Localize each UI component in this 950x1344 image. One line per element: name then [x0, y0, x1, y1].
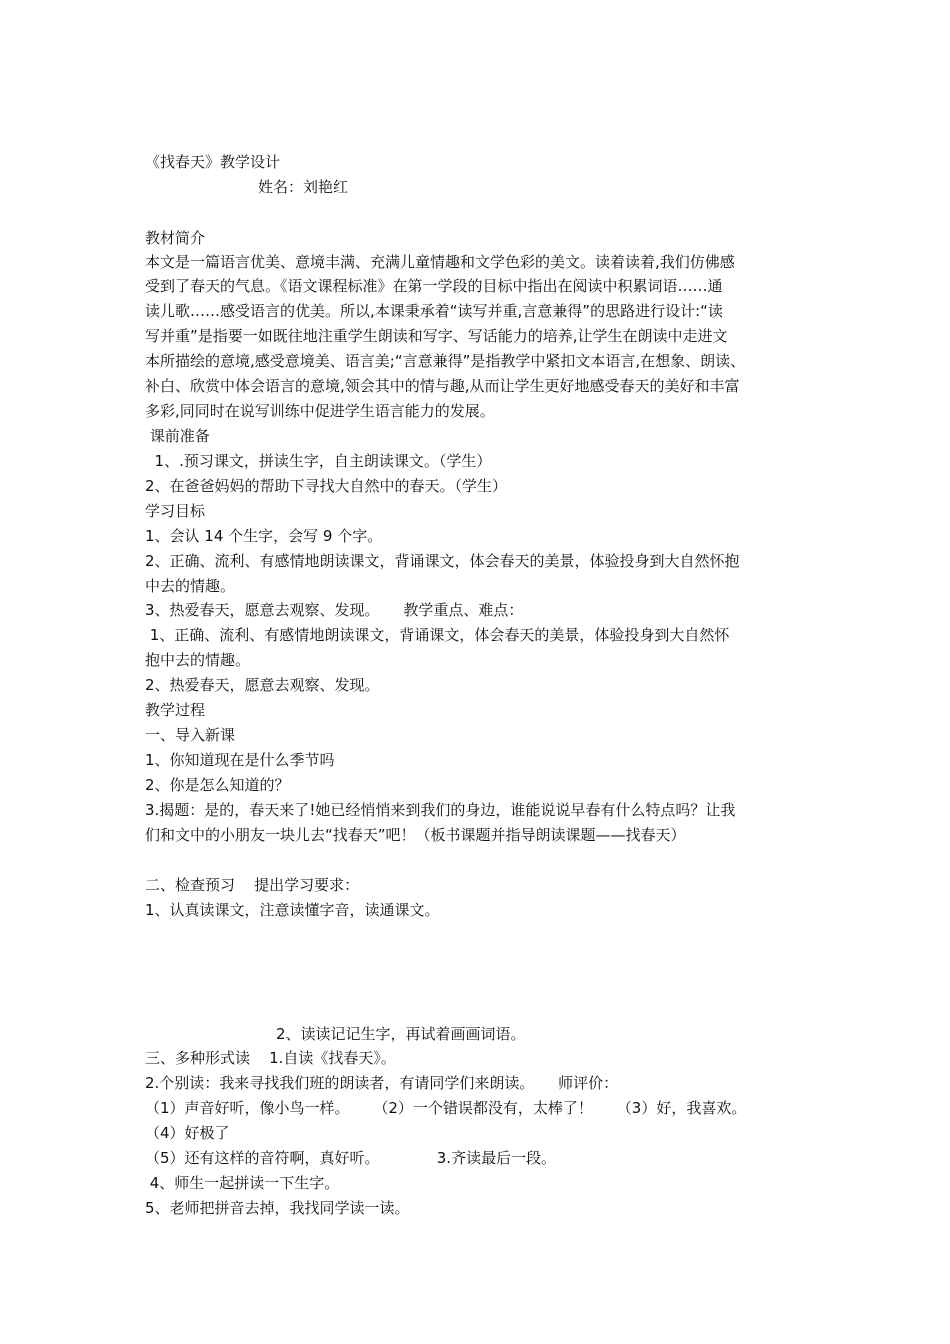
section1-line: 2、你是怎么知道的？ [145, 776, 290, 794]
section2-item: 2、读读记记生字，再试着画画词语。 [276, 1025, 526, 1043]
intro-line: 本所描绘的意境,感受意境美、语言美;“言意兼得”是指教学中紧扣文本语言,在想象、朗读、 [145, 352, 746, 370]
goals-line: 3、热爱春天，愿意去观察、发现。 教学重点、难点： [145, 601, 524, 619]
intro-line: 读儿歌……感受语言的优美。所以,本课秉承着“读写并重,言意兼得”的思路进行设计:“读 [145, 302, 723, 320]
prep-heading: 课前准备 [145, 427, 210, 445]
section2-line: 二、检查预习 提出学习要求： [145, 876, 360, 894]
section3-line: 5、老师把拼音去掉，我找同学读一读。 [145, 1199, 410, 1217]
section3-line: （5）还有这样的音符啊，真好听。 3.齐读最后一段。 [145, 1149, 557, 1167]
goals-line: 2、热爱春天，愿意去观察、发现。 [145, 676, 380, 694]
intro-line: 补白、欣赏中体会语言的意境,领会其中的情与趣,从而让学生更好地感受春天的美好和丰富 [145, 377, 740, 395]
section1-line: 一、导入新课 [145, 726, 236, 744]
process-heading: 教学过程 [145, 701, 206, 719]
intro-heading: 教材简介 [145, 229, 206, 247]
intro-line: 本文是一篇语言优美、意境丰满、充满儿童情趣和文学色彩的美文。读着读着,我们仿佛感 [145, 253, 735, 271]
intro-line: 写并重”是指要一如既往地注重学生朗读和写字、写话能力的培养,让学生在朗读中走进文 [145, 327, 728, 345]
goals-line: 抱中去的情趣。 [145, 651, 251, 669]
section1-line: 1、你知道现在是什么季节吗 [145, 751, 335, 769]
author-line: 姓名：刘艳红 [258, 178, 349, 196]
section3-line: （4）好极了 [145, 1124, 230, 1142]
goals-line: 2、正确、流利、有感情地朗读课文，背诵课文，体会春天的美景，体验投身到大自然怀抱 [145, 552, 740, 570]
prep-item: 2、在爸爸妈妈的帮助下寻找大自然中的春天。（学生） [145, 477, 508, 495]
section2-line: 1、认真读课文，注意读懂字音，读通课文。 [145, 901, 440, 919]
section3-line: （1）声音好听，像小鸟一样。 （2）一个错误都没有，太棒了！ （3）好，我喜欢。 [145, 1099, 747, 1117]
goals-line: 1、正确、流利、有感情地朗读课文，背诵课文，体会春天的美景，体验投身到大自然怀 [145, 626, 730, 644]
intro-line: 受到了春天的气息。《语文课程标准》在第一学段的目标中指出在阅读中积累词语……通 [145, 277, 723, 295]
section3-line: 2.个别读：我来寻找我们班的朗读者，有请同学们来朗读。 师评价： [145, 1074, 619, 1092]
goals-line: 中去的情趣。 [145, 577, 236, 595]
section3-line: 4、师生一起拼读一下生字。 [145, 1174, 340, 1192]
section3-line: 三、多种形式读 1.自读《找春天》。 [145, 1049, 396, 1067]
document-title: 《找春天》教学设计 [145, 153, 281, 171]
intro-line: 多彩,同同时在说写训练中促进学生语言能力的发展。 [145, 402, 495, 420]
goals-heading: 学习目标 [145, 502, 206, 520]
section1-line: 们和文中的小朋友一块儿去“找春天”吧！（板书课题并指导朗读课题——找春天） [145, 826, 686, 844]
goals-line: 1、会认 14 个生字，会写 9 个字。 [145, 527, 383, 545]
section1-line: 3.揭题：是的，春天来了!她已经悄悄来到我们的身边，谁能说说早春有什么特点吗？让我 [145, 801, 736, 819]
prep-item: 1、.预习课文，拼读生字，自主朗读课文。（学生） [145, 452, 492, 470]
